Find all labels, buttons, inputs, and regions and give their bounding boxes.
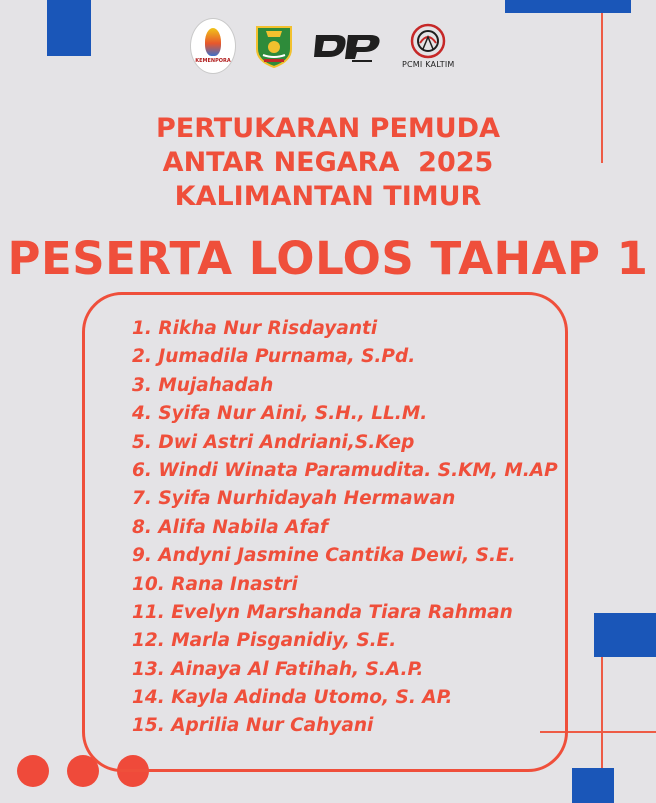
pcmi-kaltim-logo <box>402 23 455 69</box>
pcmi-kaltim-caption: PCMI KALTIM <box>402 60 455 69</box>
list-item: 7. Syifa Nurhidayah Hermawan <box>132 488 456 510</box>
pcmi-emblem-icon <box>404 23 452 59</box>
page-title <box>0 112 656 214</box>
title-line-2: ANTAR NEGARA 2025 <box>162 147 494 178</box>
participant-list <box>132 315 558 741</box>
page-subtitle: PESERTA LOLOS TAHAP 1 <box>7 232 649 285</box>
list-item: 2. Jumadila Purnama, S.Pd. <box>132 346 416 368</box>
list-item: 15. Aprilia Nur Cahyani <box>132 715 374 737</box>
blue-square-top-left <box>47 0 91 56</box>
kemenpora-logo-text: KEMENPORA <box>195 58 231 64</box>
title-line-3: KALIMANTAN TIMUR <box>174 181 482 212</box>
list-item: 5. Dwi Astri Andriani,S.Kep <box>132 431 415 453</box>
torch-flame-icon <box>205 28 221 56</box>
blue-bar-top-right <box>505 0 631 13</box>
kemenpora-logo <box>190 18 236 74</box>
red-dot-1 <box>17 755 49 787</box>
list-item: 3. Mujahadah <box>132 374 274 396</box>
blue-square-bottom-right <box>572 768 614 803</box>
list-item: 8. Alifa Nabila Afaf <box>132 516 329 538</box>
list-item: 1. Rikha Nur Risdayanti <box>132 318 378 339</box>
list-item: 4. Syifa Nur Aini, S.H., LL.M. <box>132 403 428 425</box>
list-item: 14. Kayla Adinda Utomo, S. AP. <box>132 687 453 709</box>
list-item: 6. Windi Winata Paramudita. S.KM, M.AP <box>132 459 558 481</box>
list-item: 13. Ainaya Al Fatihah, S.A.P. <box>132 658 424 680</box>
dp-brand-icon <box>312 27 384 65</box>
list-item: 11. Evelyn Marshanda Tiara Rahman <box>132 601 513 623</box>
title-line-1: PERTUKARAN PEMUDA <box>156 113 500 144</box>
dp-logo <box>312 27 384 65</box>
logo-row <box>190 18 470 74</box>
kalimantan-timur-logo <box>254 23 294 69</box>
kalimantan-timur-shield-icon <box>254 23 294 69</box>
blue-square-right <box>594 613 656 657</box>
list-item: 10. Rana Inastri <box>132 573 298 595</box>
list-item: 9. Andyni Jasmine Cantika Dewi, S.E. <box>132 545 516 567</box>
list-item: 12. Marla Pisganidiy, S.E. <box>132 630 397 652</box>
